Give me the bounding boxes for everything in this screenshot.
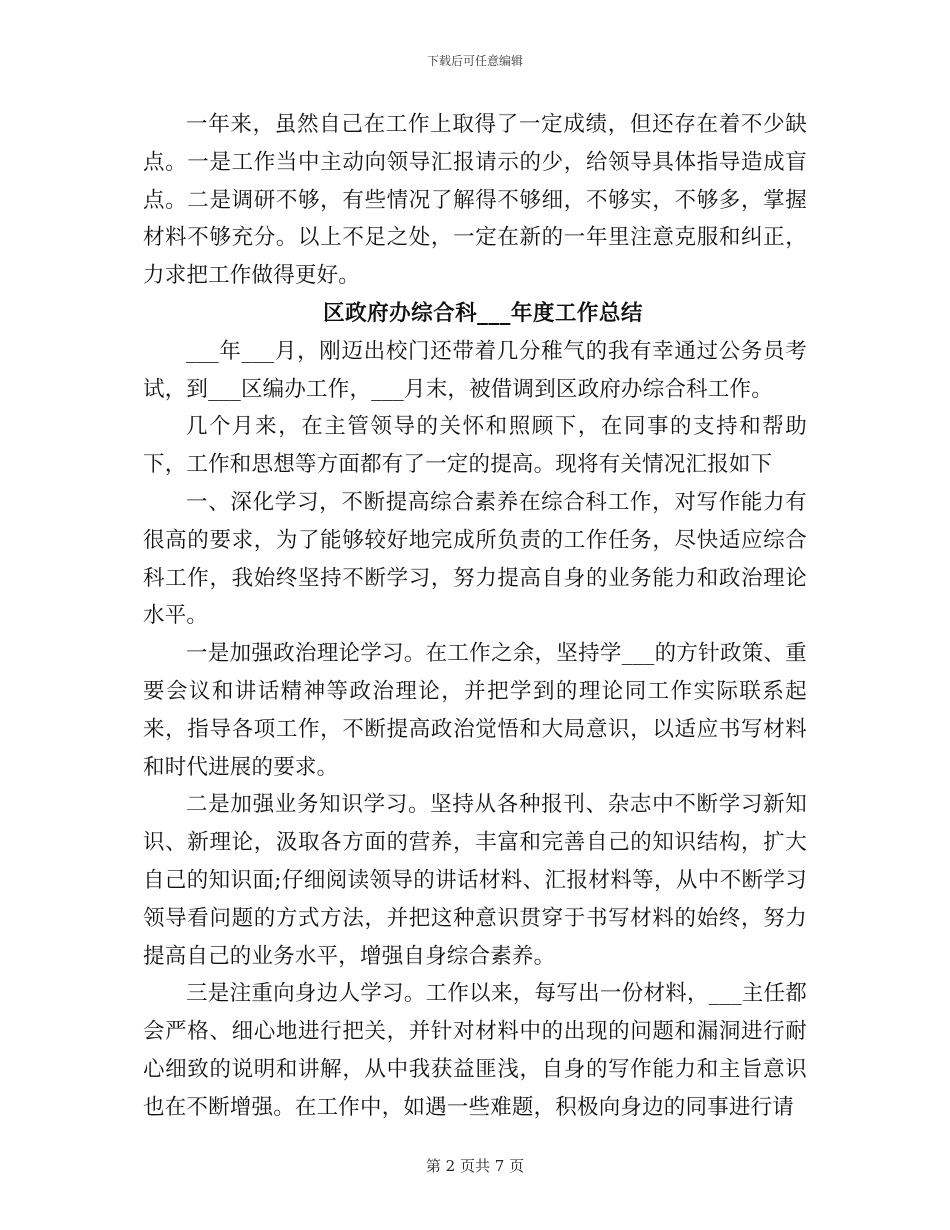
paragraph-overview: 几个月来，在主管领导的关怀和照顾下，在同事的支持和帮助下，工作和思想等方面都有了一定的提高。现将有关情况汇报如下 xyxy=(143,414,807,478)
paragraph-peer-learning: 三是注重向身边人学习。工作以来，每写出一份材料，___主任都会严格、细心地进行把关，并针对材料中的出现的问题和漏洞进行耐心细致的说明和讲解，从中我获益匪浅，自身的写作能力和主旨意识也在不断增强。在工作中，如遇一些难题，积极向身边的同事进行请 xyxy=(143,981,807,1120)
page-number: 第 2 页共 7 页 xyxy=(425,1157,525,1175)
paragraph-section-one: 一、深化学习，不断提高综合素养在综合科工作，对写作能力有很高的要求，为了能够较好地完成所负责的工作任务，尽快适应综合科工作，我始终坚持不断学习，努力提高自身的业务能力和政治理论水平。 xyxy=(143,489,807,629)
document-body xyxy=(143,106,807,1127)
paragraph-intro: ___年___月，刚迈出校门还带着几分稚气的我有幸通过公务员考试，到___区编办工作，___月末，被借调到区政府办综合科工作。 xyxy=(143,338,807,402)
paragraph-shortcomings: 一年来，虽然自己在工作上取得了一定成绩，但还存在着不少缺点。一是工作当中主动向领导汇报请示的少，给领导具体指导造成盲点。二是调研不够，有些情况了解得不够细，不够实，不够多，掌握材料不够充分。以上不足之处，一定在新的一年里注意克服和纠正，力求把工作做得更好。 xyxy=(143,112,807,289)
paragraph-business-study: 二是加强业务知识学习。坚持从各种报刊、杂志中不断学习新知识、新理论，汲取各方面的营养，丰富和完善自己的知识结构，扩大自己的知识面;仔细阅读领导的讲话材料、汇报材料等，从中不断学习领导看问题的方式方法，并把这种意识贯穿于书写材料的始终，努力提高自己的业务水平，增强自身综合素养。 xyxy=(143,792,807,969)
header-note: 下载后可任意编辑 xyxy=(426,54,523,68)
paragraph-political-study: 一是加强政治理论学习。在工作之余，坚持学___的方针政策、重要会议和讲话精神等政治理论，并把学到的理论同工作实际联系起来，指导各项工作，不断提高政治觉悟和大局意识，以适应书写材料和时代进展的要求。 xyxy=(143,641,807,780)
document-title: 区政府办综合科___年度工作总结 xyxy=(323,300,643,326)
